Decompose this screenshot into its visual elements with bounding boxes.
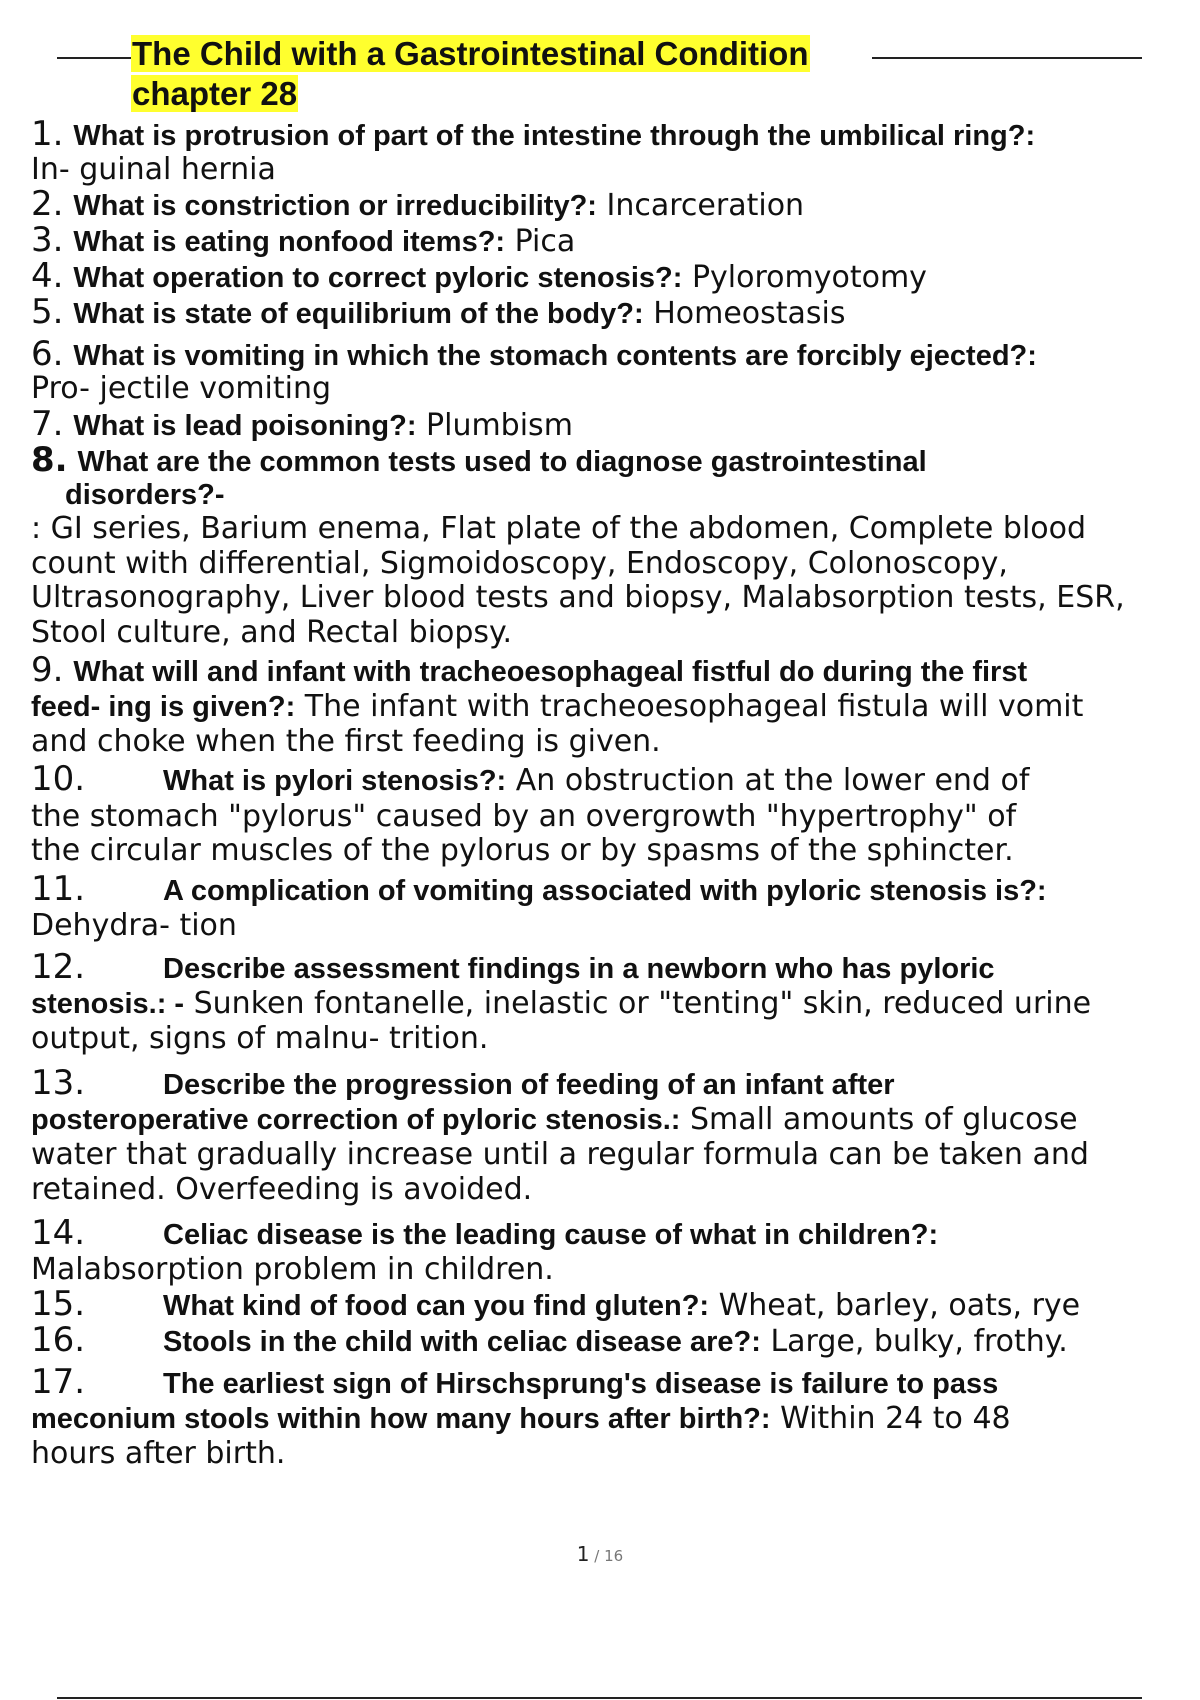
q14-answer-line [31, 1251, 554, 1288]
q5-answer: Homeostasis [643, 296, 846, 331]
q10-answer-2: the stomach "pylorus" caused by an overgrowth "hypertrophy" of [31, 799, 1017, 834]
q12-line [31, 949, 995, 987]
q10-answer-3: the circular muscles of the pylorus or by spasms of the sphincter. [31, 833, 1014, 868]
q8-answer-2: count with differential, Sigmoidoscopy, Endoscopy, Colonoscopy, [31, 546, 1008, 581]
q12-number: 12. [31, 947, 86, 987]
q14-answer: Malabsorption problem in children. [31, 1252, 554, 1287]
q6-question: What is vomiting in which the stomach contents are forcibly ejected?: [73, 340, 1037, 372]
q10-number: 10. [31, 759, 86, 799]
q10-question: What is pylori stenosis?: [163, 765, 507, 797]
q1-answer-line [31, 151, 276, 188]
q8-answer-line-2 [31, 545, 1008, 582]
q13-number: 13. [31, 1063, 86, 1103]
q2-question: What is constriction or irreducibility?: [73, 190, 597, 222]
q7-line [31, 406, 573, 444]
q7-question: What is lead poisoning?: [73, 410, 417, 442]
q10-line [31, 761, 1029, 799]
q12-line-2 [31, 985, 1091, 1022]
q8-line [31, 442, 927, 480]
q15-line [31, 1286, 1080, 1324]
q12-question: Describe assessment findings in a newborn who has pyloric [163, 953, 995, 985]
q9-number: 9. [31, 650, 64, 690]
q4-number: 4. [31, 256, 64, 296]
q4-question: What operation to correct pyloric stenosis?: [73, 262, 683, 294]
q8-question-line-2 [65, 476, 225, 513]
q17-question-cont: meconium stools within how many hours after birth?: [31, 1403, 771, 1435]
q7-number: 7. [31, 404, 64, 444]
q13-line [31, 1065, 895, 1103]
title-line-1: The Child with a Gastrointestinal Condition [132, 35, 809, 72]
q13-answer-3: retained. Overfeeding is avoided. [31, 1172, 533, 1207]
q13-question-cont: posteroperative correction of pyloric stenosis.: [31, 1104, 681, 1136]
q3-question: What is eating nonfood items?: [73, 226, 506, 258]
q12-answer-line-2 [31, 1020, 488, 1057]
q13-answer-line-3 [31, 1171, 532, 1208]
q13-answer-2: water that gradually increase until a regular formula can be taken and [31, 1137, 1089, 1172]
q8-question-cont: disorders?- [65, 479, 225, 511]
q17-number: 17. [31, 1362, 86, 1402]
q9-answer-2: and choke when the first feeding is given. [31, 724, 661, 759]
q2-answer: Incarceration [596, 188, 805, 223]
q10-answer-line-3 [31, 832, 1014, 869]
document-title [131, 34, 810, 114]
q1-answer: In- guinal hernia [31, 152, 276, 187]
q5-line [31, 294, 846, 332]
q16-line [31, 1322, 1068, 1360]
q6-number: 6. [31, 334, 64, 374]
q17-line [31, 1364, 998, 1402]
q17-question: The earliest sign of Hirschsprung's disease is failure to pass [163, 1368, 999, 1400]
q17-answer-1: Within 24 to 48 [770, 1401, 1011, 1436]
title-rule-right [872, 57, 1142, 59]
q8-answer-line-1 [31, 510, 1086, 547]
q15-answer: Wheat, barley, oats, rye [709, 1288, 1081, 1323]
q11-line [31, 871, 1047, 909]
q14-number: 14. [31, 1213, 86, 1253]
q3-line [31, 222, 575, 260]
q8-answer-4: Stool culture, and Rectal biopsy. [31, 615, 513, 650]
q15-number: 15. [31, 1284, 86, 1324]
q11-answer: Dehydra- tion [31, 908, 237, 943]
q4-line [31, 258, 927, 296]
q5-number: 5. [31, 292, 64, 332]
q9-answer-line-2 [31, 723, 661, 760]
q8-answer-1: : GI series, Barium enema, Flat plate of the abdomen, Complete blood [31, 511, 1087, 546]
bottom-rule [57, 1697, 1142, 1699]
q1-question: What is protrusion of part of the intestine through the umbilical ring?: [73, 120, 1036, 152]
q17-line-2 [31, 1400, 1011, 1437]
q3-answer: Pica [505, 224, 576, 259]
q8-answer-line-3 [31, 579, 1125, 616]
q16-number: 16. [31, 1320, 86, 1360]
q13-answer-line-2 [31, 1136, 1089, 1173]
q12-question-cont: stenosis.: - [31, 988, 185, 1020]
q10-answer-line-2 [31, 798, 1016, 835]
q9-question: What will and infant with tracheoesophageal fistful do during the first [73, 656, 1028, 688]
q6-answer: Pro- jectile vomiting [31, 371, 332, 406]
q8-question: What are the common tests used to diagnose gastrointestinal [77, 446, 927, 478]
q12-answer-1: Sunken fontanelle, inelastic or "tenting" skin, reduced urine [184, 986, 1092, 1021]
q13-line-2 [31, 1101, 1078, 1138]
q11-answer-line [31, 907, 237, 944]
q8-number: 8. [31, 440, 68, 480]
q17-answer-2: hours after birth. [31, 1436, 286, 1471]
q8-answer-3: Ultrasonography, Liver blood tests and biopsy, Malabsorption tests, ESR, [31, 580, 1125, 615]
q14-line [31, 1215, 938, 1253]
q4-answer: Pyloromyotomy [682, 260, 927, 295]
q1-number: 1. [31, 114, 64, 154]
q12-answer-2: output, signs of malnu- trition. [31, 1021, 489, 1056]
q9-question-cont: feed- ing is given?: [31, 691, 296, 723]
q2-number: 2. [31, 184, 64, 224]
q15-question: What kind of food can you find gluten?: [163, 1290, 710, 1322]
page-current: 1 [576, 1542, 590, 1566]
q9-line-2 [31, 688, 1083, 725]
page-number [0, 1542, 1200, 1566]
q11-number: 11. [31, 869, 86, 909]
q13-question: Describe the progression of feeding of an infant after [163, 1069, 895, 1101]
q5-question: What is state of equilibrium of the body?: [73, 298, 644, 330]
q1-line [31, 116, 1035, 154]
q9-line [31, 652, 1027, 690]
q16-question: Stools in the child with celiac disease are?: [163, 1326, 761, 1358]
title-rule-left [57, 57, 131, 59]
q6-answer-line [31, 370, 331, 407]
q13-answer-1: Small amounts of glucose [680, 1102, 1078, 1137]
q17-answer-line-2 [31, 1435, 285, 1472]
q9-answer-1: The infant with tracheoesophageal fistula will vomit [295, 689, 1084, 724]
title-line-2: chapter 28 [132, 75, 298, 112]
q14-question: Celiac disease is the leading cause of what in children?: [163, 1219, 939, 1251]
q2-line [31, 186, 804, 224]
q10-answer-1: An obstruction at the lower end of [506, 763, 1030, 798]
q7-answer: Plumbism [416, 408, 573, 443]
q8-answer-line-4 [31, 614, 512, 651]
q11-question: A complication of vomiting associated with pyloric stenosis is?: [163, 875, 1047, 907]
q6-line [31, 336, 1037, 374]
page-total: / 16 [589, 1547, 624, 1565]
q16-answer: Large, bulky, frothy. [760, 1324, 1068, 1359]
q3-number: 3. [31, 220, 64, 260]
